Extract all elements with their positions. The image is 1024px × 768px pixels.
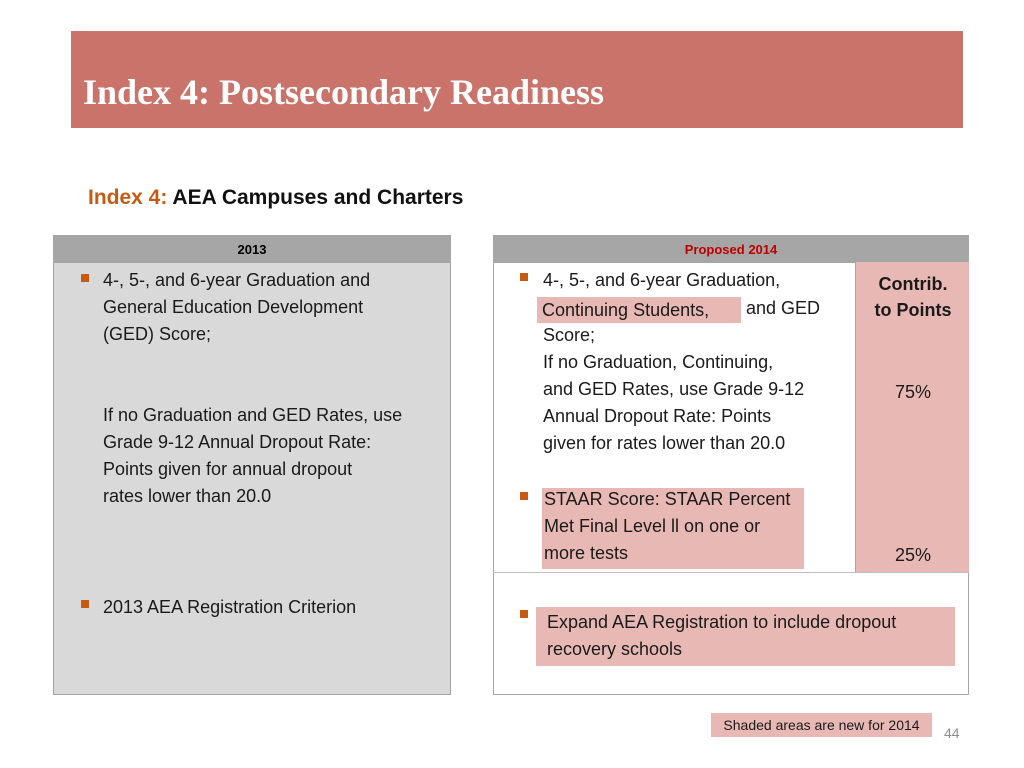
slide-title: Index 4: Postsecondary Readiness: [83, 72, 605, 112]
contrib-column: [855, 262, 969, 572]
bullet-marker: [81, 274, 89, 282]
panel-2013: [53, 235, 451, 695]
bullet-marker: [520, 610, 528, 618]
panel-proposed-header: Proposed 2014: [494, 236, 968, 263]
panel-2013-header: 2013: [54, 236, 450, 263]
right-bullet3-line2: recovery schools: [547, 639, 683, 659]
left-note-line4: rates lower than 20.0: [103, 486, 272, 506]
right-bullet1-line1: 4-, 5-, and 6-year Graduation,: [543, 270, 781, 290]
right-bullet1-line3: Score;: [543, 325, 596, 345]
right-bullet1-after: and GED: [746, 298, 821, 318]
contrib-value-75: 75%: [894, 382, 932, 402]
contrib-header-line2: to Points: [874, 300, 952, 320]
left-note-line2: Grade 9-12 Annual Dropout Rate:: [103, 432, 372, 452]
contrib-header-line1: Contrib.: [878, 274, 948, 294]
bullet-marker: [520, 273, 528, 281]
right-bullet1-line6: Annual Dropout Rate: Points: [543, 406, 772, 426]
bullet-marker: [520, 492, 528, 500]
left-bullet2: 2013 AEA Registration Criterion: [103, 597, 357, 617]
right-bullet1-line5: and GED Rates, use Grade 9-12: [543, 379, 805, 399]
right-bullet1-line7: given for rates lower than 20.0: [543, 433, 786, 453]
left-bullet1-line2: General Education Development: [103, 297, 364, 317]
right-bullet2-line3: more tests: [544, 543, 629, 563]
subtitle-prefix: Index 4:: [88, 186, 168, 209]
right-bullet1-line4: If no Graduation, Continuing,: [543, 352, 774, 372]
row-divider: [493, 572, 969, 573]
left-note-line1: If no Graduation and GED Rates, use: [103, 405, 403, 425]
right-bullet2-line2: Met Final Level ll on one or: [544, 516, 761, 536]
bullet-marker: [81, 600, 89, 608]
subtitle-text: AEA Campuses and Charters: [172, 186, 464, 209]
title-bar: [71, 31, 963, 128]
left-bullet1-line3: (GED) Score;: [103, 324, 212, 344]
contrib-value-25: 25%: [894, 545, 932, 565]
right-bullet3-line1: Expand AEA Registration to include dropout: [547, 612, 897, 632]
left-note-line3: Points given for annual dropout: [103, 459, 353, 479]
footnote-legend: Shaded areas are new for 2014: [711, 713, 932, 737]
page-number: 44: [944, 725, 960, 741]
right-bullet2-line1: STAAR Score: STAAR Percent: [544, 489, 791, 509]
left-bullet1-line1: 4-, 5-, and 6-year Graduation and: [103, 270, 371, 290]
subtitle: [88, 186, 463, 210]
right-bullet1-shaded: Continuing Students,: [542, 300, 710, 320]
